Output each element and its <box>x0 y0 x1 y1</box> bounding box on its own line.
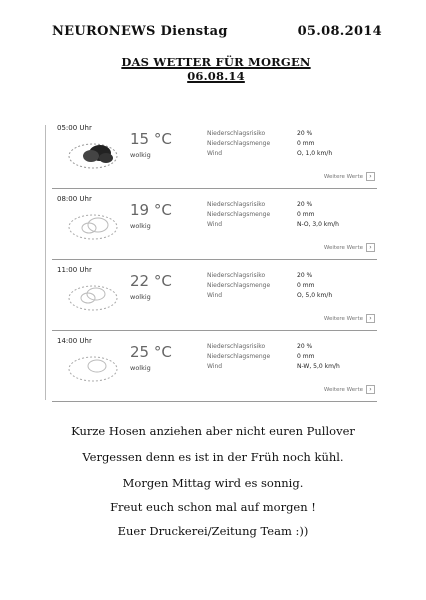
detail-values <box>297 129 332 159</box>
rain-amount: 0 mm <box>297 211 315 218</box>
chevron-right-icon: › <box>366 172 375 181</box>
forecast-card <box>52 266 377 331</box>
detail-values <box>297 200 339 230</box>
detail-labels <box>207 200 270 230</box>
detail-values <box>297 271 332 301</box>
rain-prob: 20 % <box>297 343 313 350</box>
chevron-right-icon: › <box>366 385 375 394</box>
more-values-label: Weitere Werte <box>323 244 363 251</box>
condition: wolkig <box>130 151 151 159</box>
condition: wolkig <box>130 293 151 301</box>
more-values-label: Weitere Werte <box>323 386 363 393</box>
rain-amount: 0 mm <box>297 353 315 360</box>
detail-labels <box>207 342 270 372</box>
forecast-time: 05:00 Uhr <box>57 124 92 132</box>
newspaper-header <box>52 24 382 39</box>
rain-amount-label: Niederschlagsmenge <box>207 140 271 147</box>
wind: N-O, 3,0 km/h <box>297 221 339 228</box>
rain-prob: 20 % <box>297 201 313 208</box>
forecast-time: 08:00 Uhr <box>57 195 92 203</box>
forecast-time: 14:00 Uhr <box>57 337 92 345</box>
header-date: 05.08.2014 <box>297 24 382 39</box>
cloud-icon <box>64 276 122 314</box>
chevron-right-icon: › <box>366 314 375 323</box>
temperature: 22 °C <box>130 272 172 290</box>
message-line: Kurze Hosen anziehen aber nicht euren Pullover <box>71 424 355 438</box>
rain-amount: 0 mm <box>297 140 315 147</box>
message-line: Euer Druckerei/Zeitung Team :)) <box>117 524 309 538</box>
rain-prob-label: Niederschlagsrisiko <box>207 272 266 279</box>
temperature: 19 °C <box>130 201 172 219</box>
wind: O, 1,0 km/h <box>297 150 333 157</box>
detail-labels <box>207 129 270 159</box>
forecast-card <box>52 337 377 402</box>
rain-prob-label: Niederschlagsrisiko <box>207 201 266 208</box>
chevron-right-icon: › <box>366 243 375 252</box>
forecast-card <box>52 195 377 260</box>
forecast-card <box>52 124 377 189</box>
condition: wolkig <box>130 222 151 230</box>
message-line: Morgen Mittag wird es sonnig. <box>122 476 304 490</box>
wind-label: Wind <box>207 292 223 299</box>
detail-values <box>297 342 340 372</box>
detail-labels <box>207 271 270 301</box>
rain-prob-label: Niederschlagsrisiko <box>207 130 266 137</box>
more-values-link[interactable] <box>324 385 375 394</box>
message-line: Vergessen denn es ist in der Früh noch kühl. <box>82 450 344 464</box>
more-values-label: Weitere Werte <box>323 173 363 180</box>
wind-label: Wind <box>207 363 223 370</box>
message-line: Freut euch schon mal auf morgen ! <box>110 500 316 514</box>
condition: wolkig <box>130 364 151 372</box>
temperature: 25 °C <box>130 343 172 361</box>
temperature: 15 °C <box>130 130 172 148</box>
more-values-link[interactable] <box>324 243 375 252</box>
cloud-icon <box>64 347 122 385</box>
wind-label: Wind <box>207 150 223 157</box>
paper-name: NEURONEWS Dienstag <box>52 24 228 39</box>
cloud-icon <box>64 205 122 243</box>
wind: N-W, 5,0 km/h <box>297 363 340 370</box>
forecast-time: 11:00 Uhr <box>57 266 92 274</box>
rain-prob: 20 % <box>297 130 313 137</box>
more-values-link[interactable] <box>324 314 375 323</box>
left-rule <box>45 125 46 400</box>
wind-label: Wind <box>207 221 223 228</box>
more-values-label: Weitere Werte <box>323 315 363 322</box>
wind: O, 5,0 km/h <box>297 292 333 299</box>
rain-amount-label: Niederschlagsmenge <box>207 282 271 289</box>
more-values-link[interactable] <box>324 172 375 181</box>
rain-prob: 20 % <box>297 272 313 279</box>
rain-amount: 0 mm <box>297 282 315 289</box>
weather-headline: DAS WETTER FÜR MORGEN 06.08.14 <box>121 55 311 83</box>
cloud-icon <box>64 134 122 172</box>
rain-amount-label: Niederschlagsmenge <box>207 353 271 360</box>
rain-amount-label: Niederschlagsmenge <box>207 211 271 218</box>
rain-prob-label: Niederschlagsrisiko <box>207 343 266 350</box>
